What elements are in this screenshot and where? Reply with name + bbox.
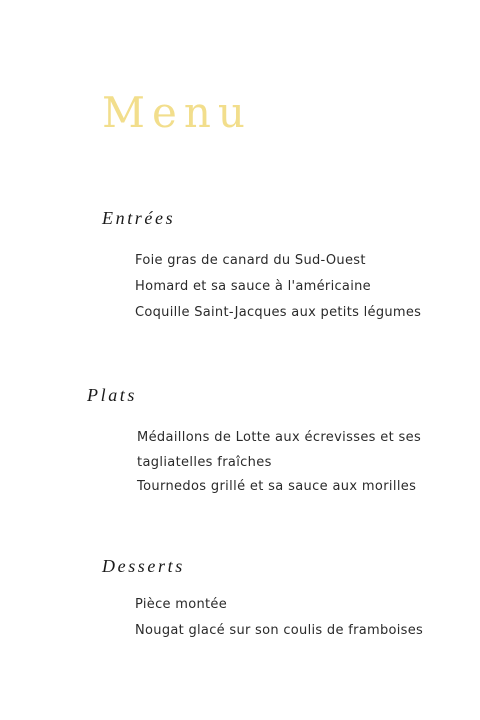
section-list-entrees (135, 248, 421, 326)
menu-item: Homard et sa sauce à l'américaine (135, 279, 371, 294)
menu-item: Coquille Saint-Jacques aux petits légumes (135, 305, 422, 320)
menu-item: Médaillons de Lotte aux écrevisses et ses (137, 430, 422, 445)
section-heading-entrees: Entrées (102, 208, 176, 228)
menu-item: Pièce montée (135, 597, 227, 612)
section-heading-plats: Plats (87, 385, 138, 405)
menu-title: Menu (102, 88, 252, 137)
menu-item: Nougat glacé sur son coulis de framboises (135, 623, 424, 638)
menu-item: Foie gras de canard du Sud-Ouest (135, 253, 366, 268)
section-list-plats (137, 426, 421, 500)
menu-item: Tournedos grillé et sa sauce aux morilles (137, 479, 417, 494)
section-list-desserts (135, 592, 423, 644)
menu-item: tagliatelles fraîches (137, 454, 272, 470)
section-heading-desserts: Desserts (102, 556, 185, 576)
